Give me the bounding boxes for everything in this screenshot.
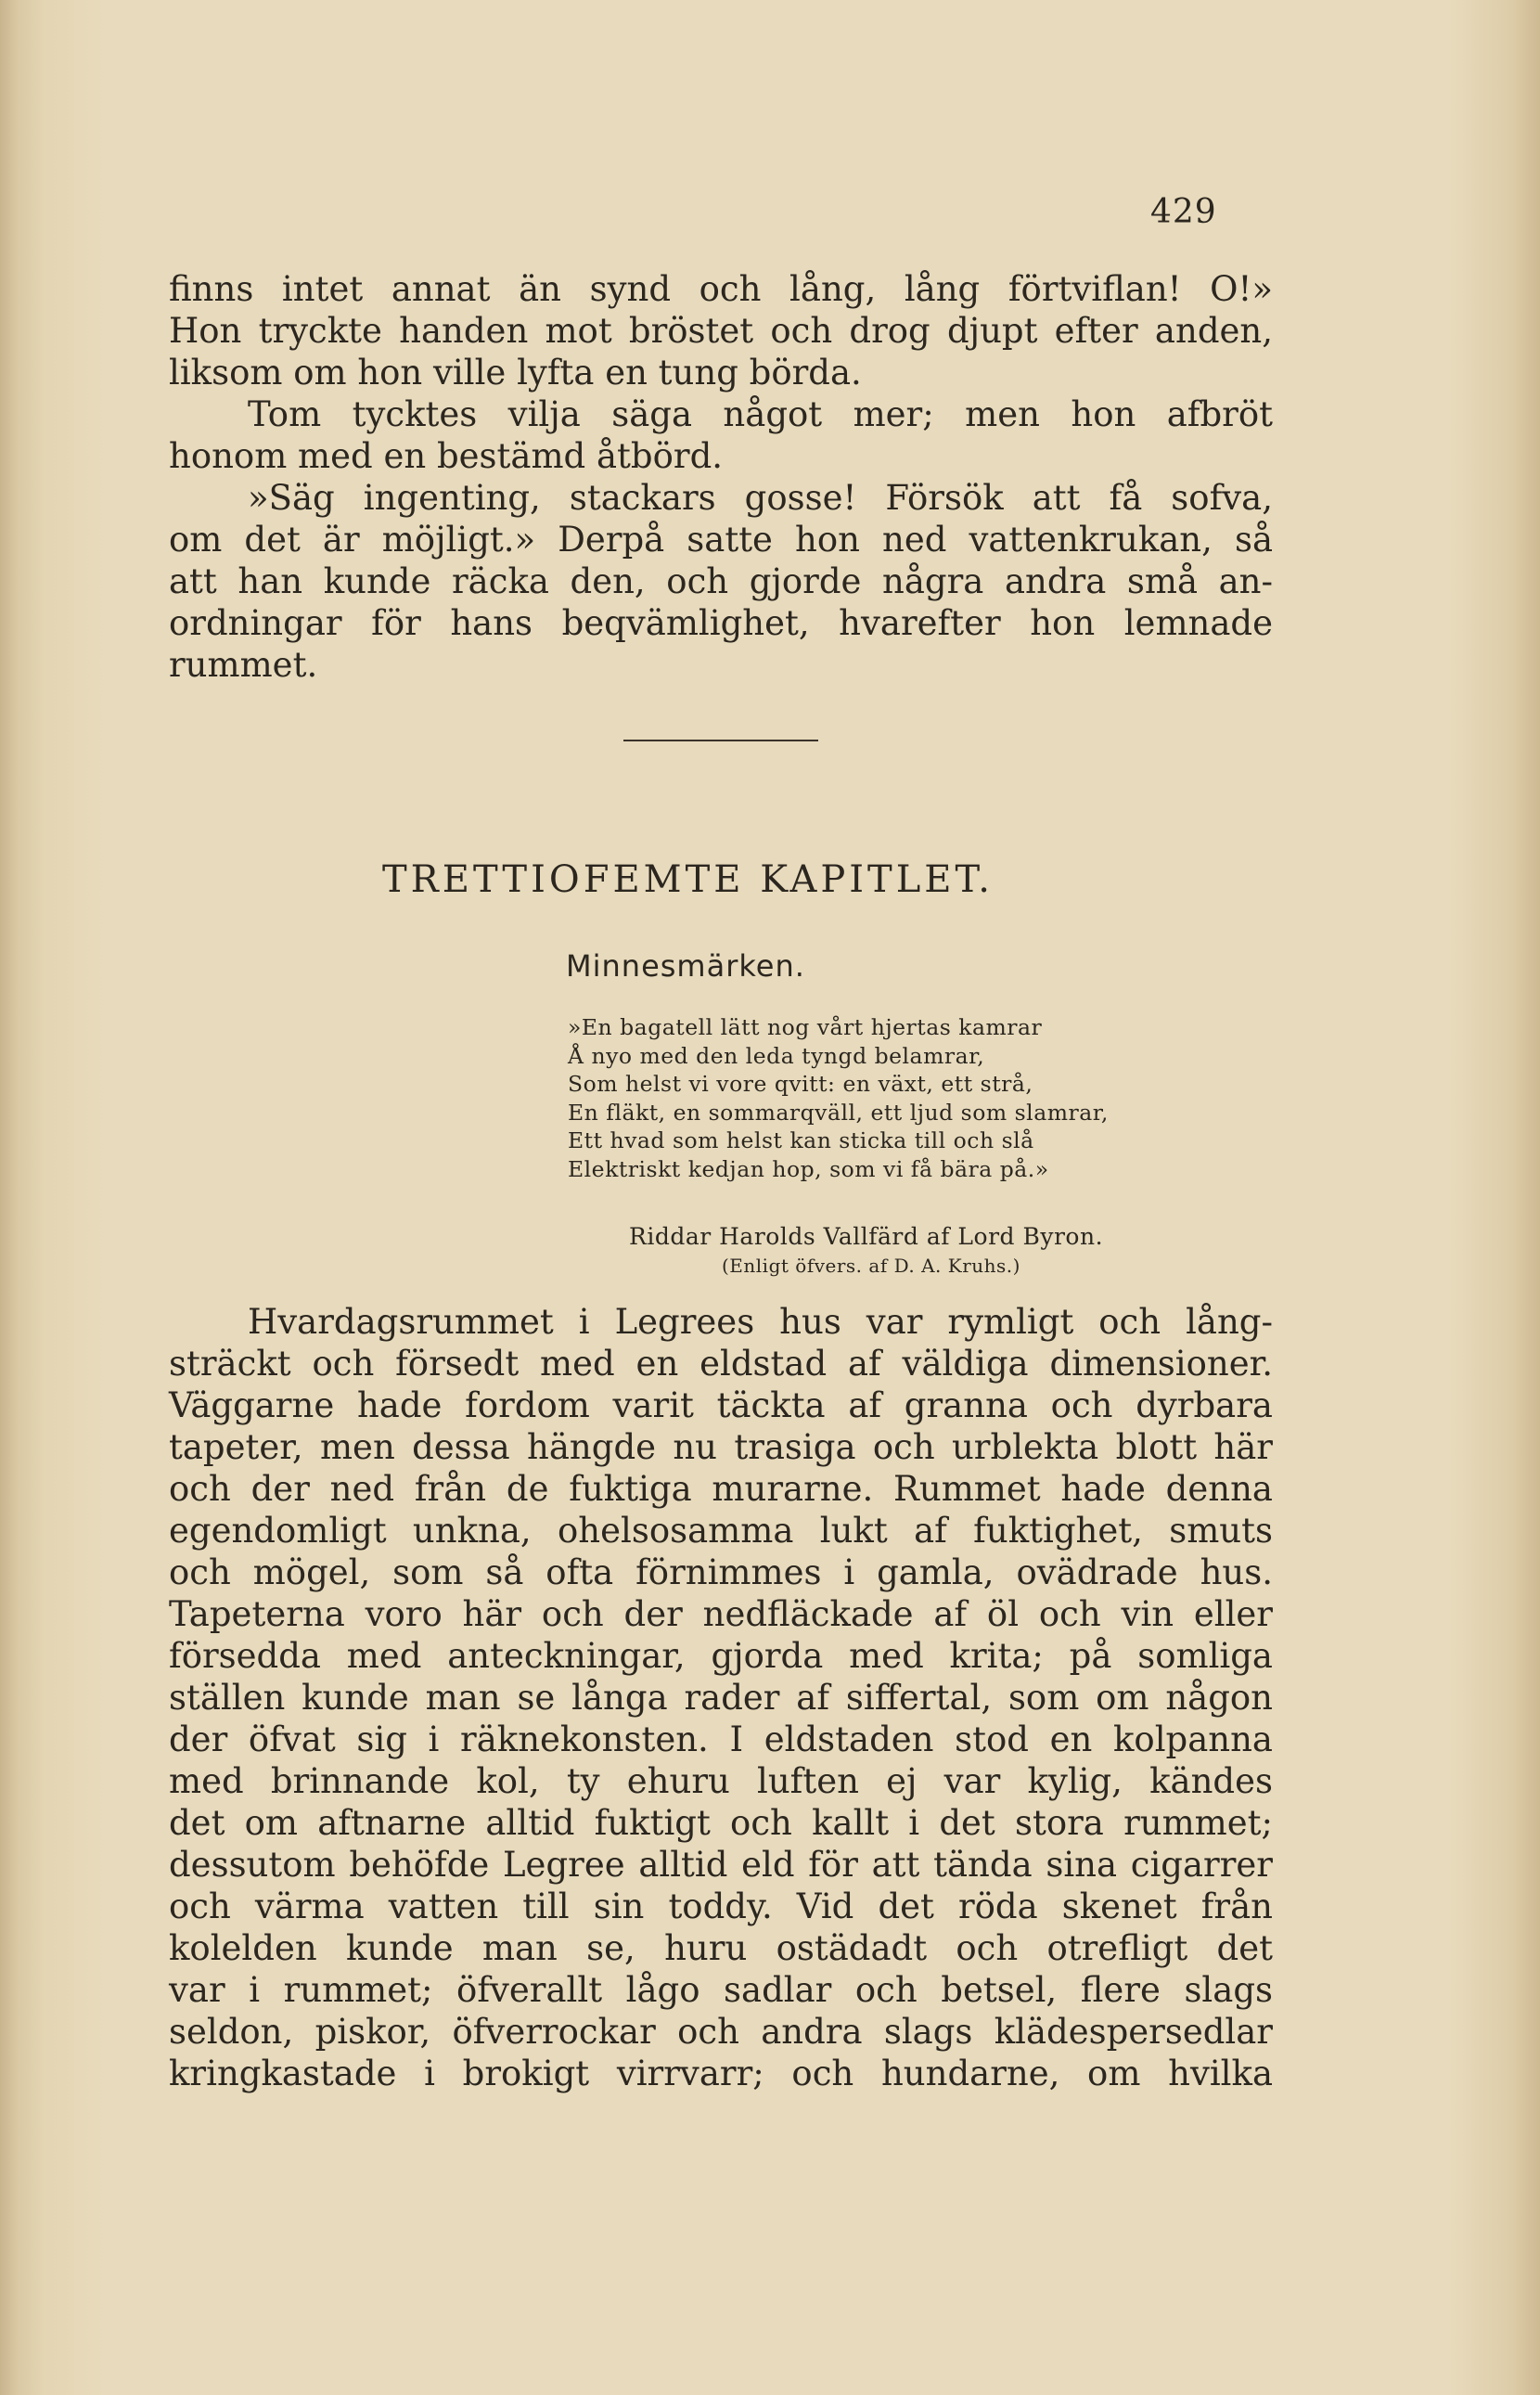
text-line: med brinnande kol, ty ehuru luften ej var kylig, kändes	[169, 1761, 1273, 1801]
text-line: försedda med anteckningar, gjorda med krita; på somliga	[169, 1636, 1273, 1676]
text-line: Hon tryckte handen mot bröstet och drog djupt efter anden,	[169, 311, 1273, 351]
epigraph-line: »En bagatell lätt nog vårt hjertas kamrar	[568, 1014, 1043, 1040]
text-line: Väggarne hade fordom varit täckta af granna och dyrbara	[169, 1385, 1273, 1425]
text-line: finns intet annat än synd och lång, lång förtviflan! O!»	[169, 269, 1273, 309]
text-line: honom med en bestämd åtbörd.	[169, 436, 724, 476]
text-line: om det är möjligt.» Derpå satte hon ned vattenkrukan, så	[169, 520, 1273, 560]
text-line: att han kunde räcka den, och gjorde några andra små an-	[169, 561, 1273, 601]
page-number: 429	[1150, 193, 1217, 231]
epigraph-line: En fläkt, en sommarqväll, ett ljud som slamrar,	[568, 1099, 1109, 1126]
text-line: sträckt och försedt med en eldstad af väldiga dimensioner.	[169, 1344, 1273, 1384]
epigraph-attribution: Riddar Harolds Vallfärd af Lord Byron.	[629, 1223, 1104, 1250]
text-line: det om aftnarne alltid fuktigt och kallt i det stora rummet;	[169, 1803, 1273, 1843]
text-line: kolelden kunde man se, huru ostädadt och otrefligt det	[169, 1928, 1273, 1968]
text-line: var i rummet; öfverallt lågo sadlar och betsel, flere slags	[169, 1970, 1273, 2010]
epigraph-line: Ett hvad som helst kan sticka till och slå	[568, 1127, 1034, 1153]
text-line: och mögel, som så ofta förnimmes i gamla, ovädrade hus.	[169, 1552, 1273, 1592]
body-text	[169, 1301, 1273, 2094]
chapter-title: TRETTIOFEMTE KAPITLET.	[382, 858, 995, 901]
text-line: dessutom behöfde Legree alltid eld för att tända sina cigarrer	[169, 1845, 1273, 1885]
text-line: seldon, piskor, öfverrockar och andra slags klädespersedlar	[169, 2012, 1273, 2052]
text-line: och värma vatten till sin toddy. Vid det röda skenet från	[169, 1886, 1273, 1926]
text-line: liksom om hon ville lyfta en tung börda.	[169, 353, 862, 393]
epigraph-line: Elektriskt kedjan hop, som vi få bära på.»	[568, 1155, 1049, 1182]
chapter-subtitle: Minnesmärken.	[566, 948, 805, 984]
text-line: tapeter, men dessa hängde nu trasiga och urblekta blott här	[169, 1427, 1273, 1467]
text-line: ordningar för hans beqvämlighet, hvarefter hon lemnade	[169, 603, 1273, 643]
text-line: der öfvat sig i räknekonsten. I eldstaden stod en kolpanna	[169, 1719, 1273, 1759]
text-line: »Säg ingenting, stackars gosse! Försök att få sofva,	[248, 478, 1273, 518]
text-line: kringkastade i brokigt virrvarr; och hundarne, om hvilka	[169, 2054, 1273, 2093]
epigraph-translator: (Enligt öfvers. af D. A. Kruhs.)	[722, 1255, 1020, 1277]
text-line: egendomligt unkna, ohelsosamma lukt af fuktighet, smuts	[169, 1511, 1273, 1551]
top-paragraphs	[169, 268, 1273, 686]
text-line: ställen kunde man se långa rader af siffertal, som om någon	[169, 1678, 1273, 1718]
epigraph-line: Å nyo med den leda tyngd belamrar,	[568, 1042, 985, 1069]
text-line: Tom tycktes vilja säga något mer; men hon afbröt	[248, 394, 1273, 434]
text-line: Tapeterna voro här och der nedfläckade af öl och vin eller	[169, 1594, 1273, 1634]
text-line: Hvardagsrummet i Legrees hus var rymligt och lång-	[248, 1302, 1273, 1342]
epigraph-line: Som helst vi vore qvitt: en växt, ett strå,	[568, 1071, 1033, 1097]
text-line: och der ned från de fuktiga murarne. Rummet hade denna	[169, 1469, 1273, 1509]
text-line: rummet.	[169, 645, 318, 685]
epigraph	[568, 1013, 1109, 1183]
section-divider	[623, 740, 818, 741]
